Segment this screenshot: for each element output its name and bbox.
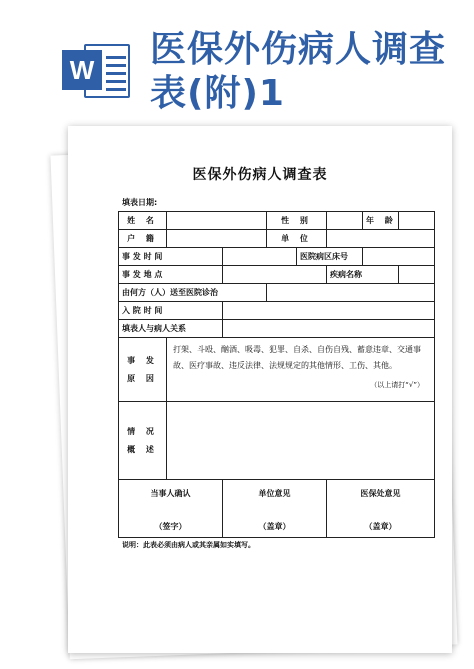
ward-bed-field[interactable] (363, 248, 435, 266)
household-field[interactable] (167, 230, 267, 248)
footnote: 说明：此表必须由病人或其亲属如实填写。 (122, 541, 255, 549)
word-badge: W (62, 50, 102, 90)
table-row (119, 480, 435, 538)
fill-date-label: 填表日期: (122, 198, 158, 207)
gender-label: 性 别 (267, 212, 327, 230)
disease-name-label: 疾病名称 (327, 266, 399, 284)
insurance-opinion-cell[interactable] (327, 480, 435, 538)
cause-hint: （以上请打“√”） (370, 381, 425, 389)
document-page (68, 126, 452, 653)
age-field[interactable] (399, 212, 435, 230)
employer-opinion-cell[interactable] (223, 480, 327, 538)
party-confirm-cell[interactable] (119, 480, 223, 538)
document-title: 医保外伤病人调查表 (192, 167, 328, 183)
table-row (119, 302, 435, 320)
table-row (119, 266, 435, 284)
employer-label: 单 位 (267, 230, 327, 248)
incident-place-field[interactable] (223, 266, 327, 284)
cause-options-cell[interactable] (167, 338, 435, 402)
disease-name-field[interactable] (399, 266, 435, 284)
cause-label: 事 发 原 因 (119, 338, 167, 402)
insurance-stamp-mark: （盖章） (364, 522, 397, 531)
survey-form-table (118, 211, 435, 538)
insurance-opinion-label: 医保处意见 (360, 489, 401, 498)
banner (0, 0, 474, 132)
table-row (119, 284, 435, 302)
party-confirm-label: 当事人确认 (150, 489, 191, 498)
age-label: 年 龄 (363, 212, 399, 230)
table-row (119, 248, 435, 266)
party-sign-mark: （签字） (154, 522, 187, 531)
table-row (119, 402, 435, 480)
referral-label: 由何方（人）送至医院诊治 (119, 284, 267, 302)
name-field[interactable] (167, 212, 267, 230)
admission-time-label: 入 院 时 间 (119, 302, 223, 320)
incident-place-label: 事 发 地 点 (119, 266, 223, 284)
relation-field[interactable] (223, 320, 435, 338)
table-row (119, 212, 435, 230)
referral-field[interactable] (267, 284, 435, 302)
word-document-icon (62, 40, 132, 102)
gender-field[interactable] (327, 212, 363, 230)
table-row (119, 338, 435, 402)
table-row (119, 320, 435, 338)
ward-bed-label: 医院病区床号 (297, 248, 363, 266)
admission-time-field[interactable] (223, 302, 435, 320)
incident-time-label: 事 发 时 间 (119, 248, 223, 266)
employer-opinion-label: 单位意见 (258, 489, 291, 498)
cause-options-text: 打架、斗殴、酗酒、吸毒、犯罪、自杀、自伤自残、蓄意违章、交通事故、医疗事故、违反法律、法规规定的其他情形、工伤、其他。 (173, 345, 421, 370)
household-label: 户 籍 (119, 230, 167, 248)
table-row (119, 230, 435, 248)
employer-field[interactable] (327, 230, 435, 248)
employer-stamp-mark: （盖章） (258, 522, 291, 531)
name-label: 姓 名 (119, 212, 167, 230)
incident-time-field[interactable] (223, 248, 297, 266)
situation-label: 情 况 概 述 (119, 402, 167, 480)
banner-title: 医保外伤病人调查表(附)1 (150, 29, 447, 114)
relation-label: 填表人与病人关系 (119, 320, 223, 338)
situation-field[interactable] (167, 402, 435, 480)
